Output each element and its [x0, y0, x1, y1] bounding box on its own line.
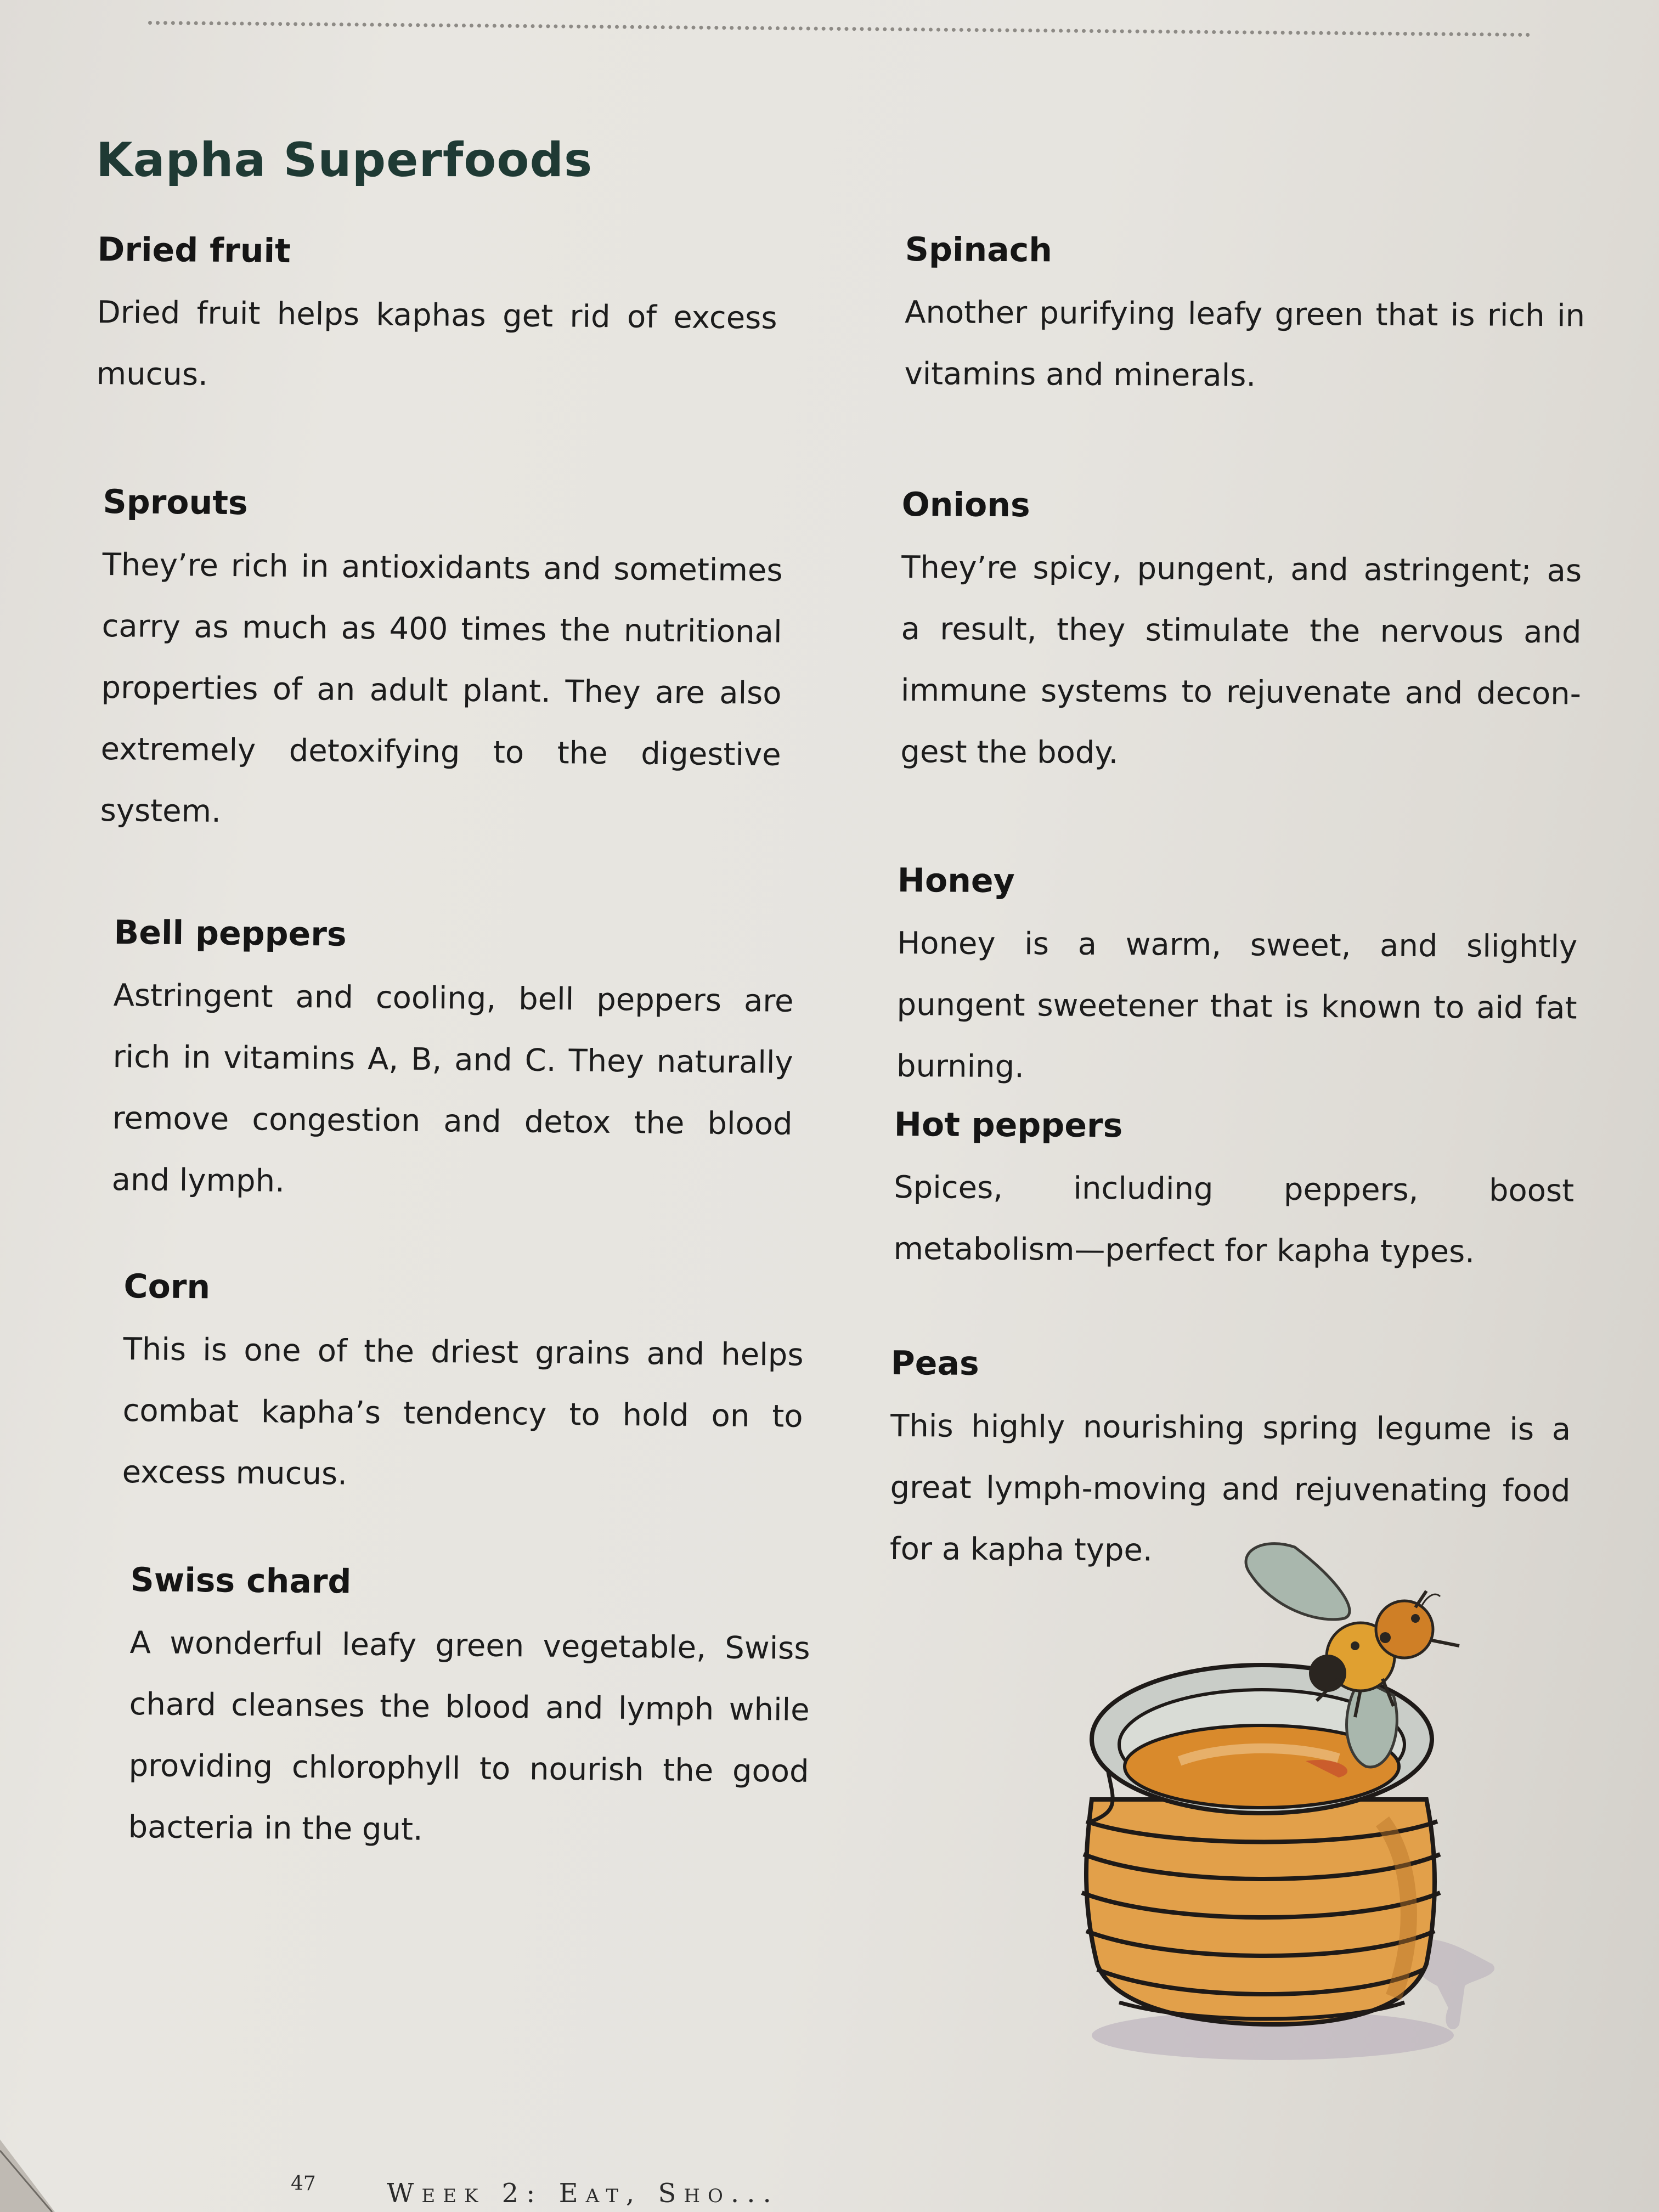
- entry-heading: Dried fruit: [97, 230, 291, 271]
- entry-corn: [122, 1262, 804, 1509]
- entry-heading: Peas: [890, 1344, 979, 1383]
- entry-heading: Honey: [897, 861, 1015, 901]
- entry-heading: Hot peppers: [894, 1105, 1123, 1146]
- entry-heading: Sprouts: [103, 482, 248, 523]
- entry-hot-peppers: [893, 1100, 1575, 1283]
- entry-body: This is one of the driest grains and helps combat kapha’s tendency to hold on to excess mucus.: [122, 1331, 804, 1492]
- page-number: 47: [291, 2172, 316, 2195]
- entry-swiss-chard: [128, 1555, 811, 1864]
- entry-bell-peppers: [111, 908, 794, 1217]
- page-title: Kapha Superfoods: [96, 133, 593, 188]
- entry-spinach: [904, 225, 1585, 408]
- entry-body: This highly nourishing spring legume is a great lymph-moving and rejuvenating food for a kapha type.: [889, 1408, 1571, 1568]
- entry-heading: Bell peppers: [114, 913, 347, 954]
- entry-heading: Swiss chard: [130, 1560, 352, 1601]
- dotted-rule: [148, 21, 1531, 37]
- entry-honey: [896, 856, 1578, 1101]
- entry-heading: Corn: [123, 1267, 211, 1307]
- running-head: Week 2: Eat, Sho...: [387, 2178, 779, 2209]
- entry-onions: [900, 480, 1582, 786]
- honey-jar-with-bee-illustration: [1031, 1514, 1525, 2063]
- entry-sprouts: [100, 477, 783, 848]
- entry-body: Honey is a warm, sweet, and slightly pungent sweetener that is known to aid fat burning.: [896, 925, 1578, 1085]
- page-footer: [0, 2162, 1659, 2212]
- page-corner-curl: [0, 2140, 66, 2212]
- entry-body: Astringent and cooling, bell peppers are rich in vitamins A, B, and C. They naturally remove congestion and detox the blood and lymph.: [111, 977, 794, 1199]
- entry-body: They’re spicy, pungent, and astringent; as a result, they stimulate the nervous and immune systems to rejuvenate and decongest the body.: [900, 549, 1582, 771]
- entry-heading: Spinach: [905, 230, 1053, 270]
- entry-body: Spices, including peppers, boost metabolism—perfect for kapha types.: [893, 1169, 1575, 1270]
- entry-body: A wonderful leafy green vegetable, Swiss chard cleanses the blood and lymph while providing chlorophyll to nourish the good bacteria in the gut.: [128, 1624, 810, 1848]
- entry-body: They’re rich in antioxidants and sometimes carry as much as 400 times the nutritional properties of an adult plant. They are also extremely detoxifying to the digestive system.: [100, 546, 783, 830]
- entry-heading: Onions: [901, 485, 1030, 525]
- entry-dried-fruit: [96, 225, 778, 411]
- entry-body: Another purifying leafy green that is rich in vitamins and minerals.: [904, 294, 1585, 394]
- entry-body: Dried fruit helps kaphas get rid of excess mucus.: [96, 294, 777, 393]
